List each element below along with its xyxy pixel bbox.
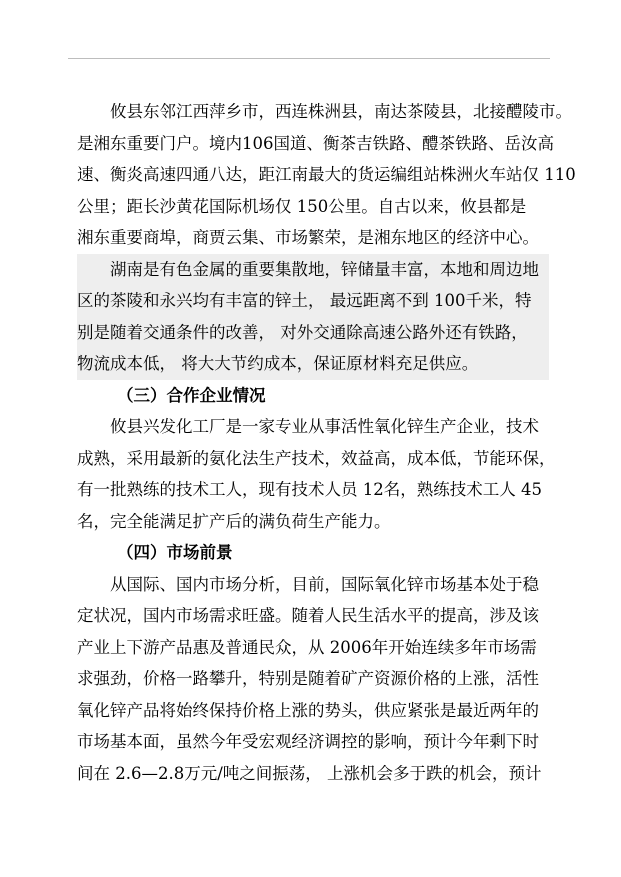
text-line: 氧化锌产品将始终保持价格上涨的势头，供应紧张是最近两年的 bbox=[77, 700, 539, 720]
text-line: 求强劲，价格一路攀升，特别是随着矿产资源价格的上涨，活性 bbox=[77, 669, 539, 688]
text-line: 区的茶陵和永兴均有丰富的锌土， 最远距离不到 100千米，特 bbox=[77, 291, 532, 310]
paragraph-resources bbox=[77, 254, 549, 380]
text-line: 速、衡炎高速四通八达，距江南最大的货运编组站株洲火车站仅 110 bbox=[77, 165, 576, 184]
text-line: 定状况，国内市场需求旺盛。随着人民生活水平的提高，涉及该 bbox=[77, 606, 539, 625]
text-line: 别是随着交通条件的改善， 对外交通除高速公路外还有铁路， bbox=[77, 322, 528, 342]
text-line: 湖南是有色金属的重要集散地，锌储量丰富，本地和周边地 bbox=[110, 259, 539, 279]
text-line: 从国际、国内市场分析，目前，国际氧化锌市场基本处于稳 bbox=[110, 574, 539, 594]
text-line: 公里；距长沙黄花国际机场仅 150公里。自古以来，攸县都是 bbox=[77, 196, 527, 216]
text-line: 市场基本面，虽然今年受宏观经济调控的影响，预计今年剩下时 bbox=[77, 732, 539, 751]
section-heading-market: （四）市场前景 bbox=[117, 543, 233, 562]
text-line: 成熟，采用最新的氨化法生产技术，效益高，成本低，节能环保， bbox=[77, 448, 556, 468]
text-line: 攸县兴发化工厂是一家专业从事活性氧化锌生产企业，技术 bbox=[110, 417, 539, 436]
text-line: 是湘东重要门户。境内106国道、衡茶吉铁路、醴茶铁路、岳汝高 bbox=[77, 133, 554, 153]
paragraph-location bbox=[77, 96, 576, 254]
document-body bbox=[77, 96, 576, 789]
paragraph-market bbox=[77, 569, 549, 790]
paragraph-partner bbox=[77, 411, 556, 537]
section-heading-partner: （三）合作企业情况 bbox=[117, 385, 266, 405]
text-line: 有一批熟练的技术工人，现有技术人员 12名，熟练技术工人 45 bbox=[77, 480, 542, 499]
text-line: 物流成本低， 将大大节约成本，保证原材料充足供应。 bbox=[77, 354, 479, 373]
text-line: 名，完全能满足扩产后的满负荷生产能力。 bbox=[77, 511, 391, 531]
text-line: 产业上下游产品惠及普通民众，从 2006年开始连续多年市场需 bbox=[77, 637, 537, 657]
text-line: 间在 2.6—2.8万元/吨之间振荡， 上涨机会多于跌的机会，预计 bbox=[77, 763, 542, 783]
text-line: 攸县东邻江西萍乡市，西连株洲县，南达茶陵县，北接醴陵市。 bbox=[110, 102, 572, 121]
text-line: 湘东重要商埠，商贾云集、市场繁荣，是湘东地区的经济中心。 bbox=[77, 228, 539, 247]
header-rule bbox=[68, 58, 550, 59]
